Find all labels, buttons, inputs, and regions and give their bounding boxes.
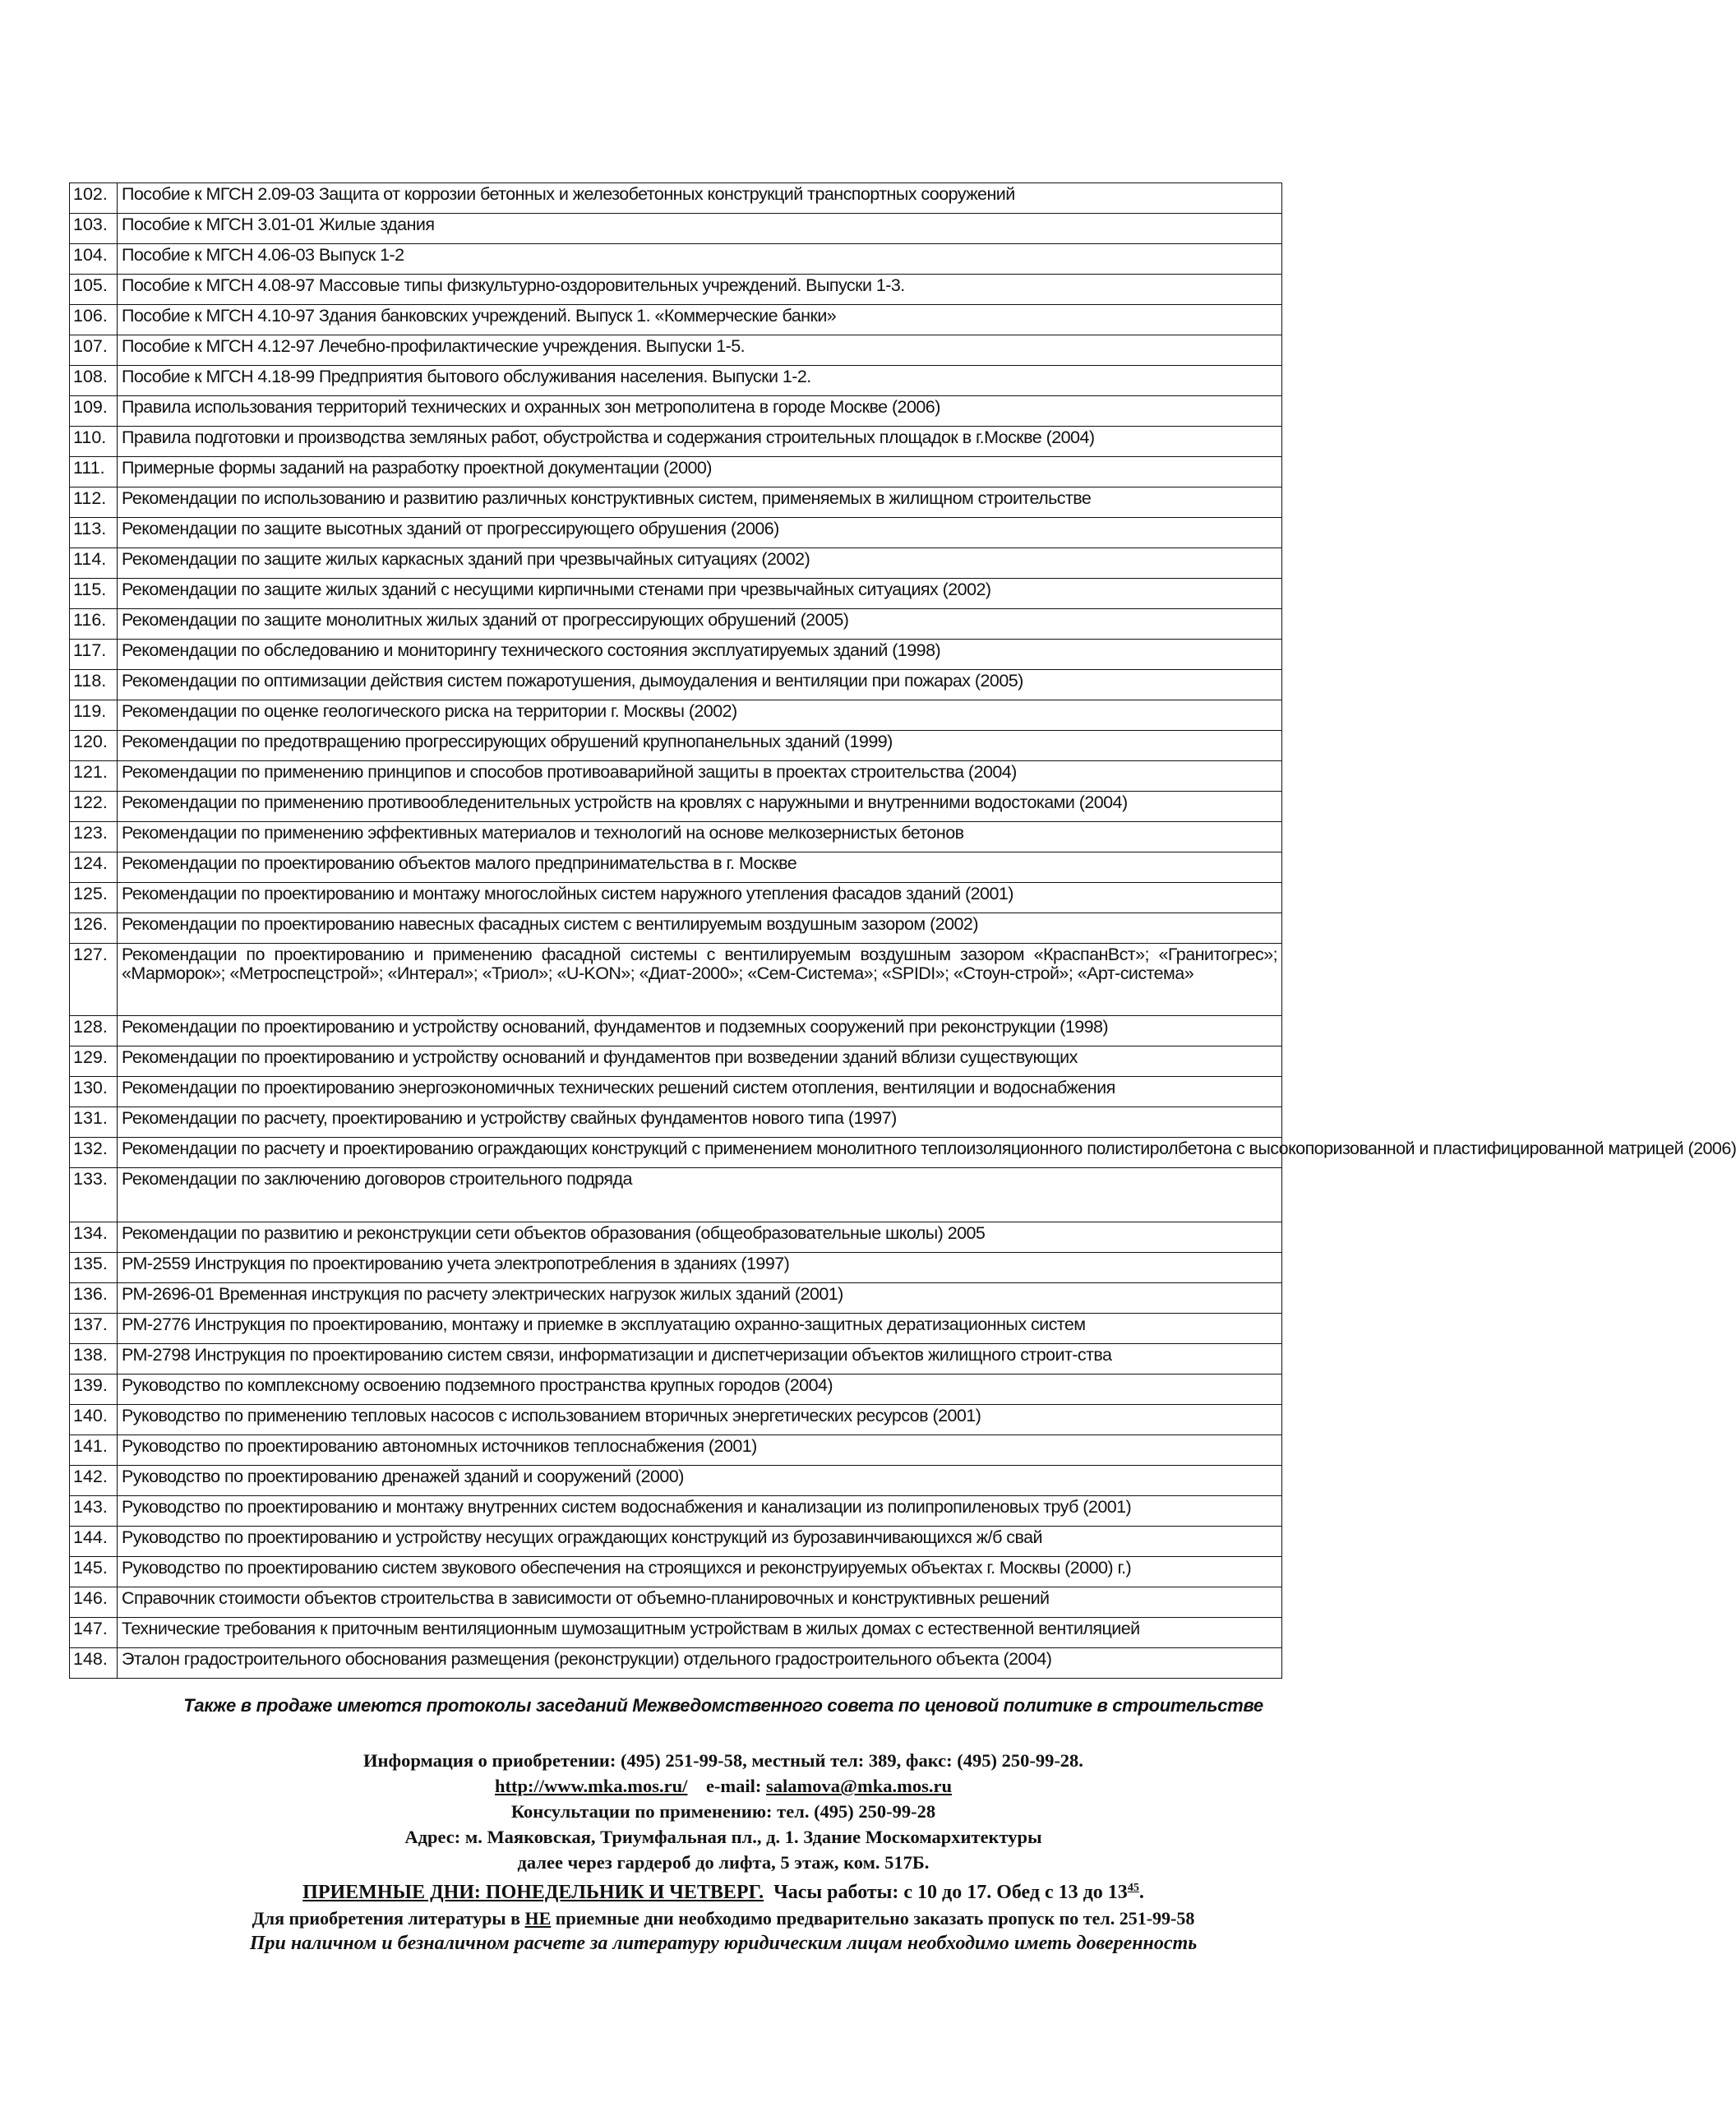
row-number: 123. (70, 822, 118, 852)
row-number: 139. (70, 1374, 118, 1405)
row-title: Рекомендации по оценке геологического риска на территории г. Москвы (2002) (118, 700, 1282, 731)
row-number: 140. (70, 1405, 118, 1435)
row-number: 122. (70, 792, 118, 822)
row-number: 135. (70, 1253, 118, 1283)
row-number: 136. (70, 1283, 118, 1314)
row-title: Рекомендации по расчету, проектированию и устройству свайных фундаментов нового типа (1997) (118, 1107, 1282, 1138)
row-number: 133. (70, 1168, 118, 1222)
row-title: Справочник стоимости объектов строительства в зависимости от объемно-планировочных и конструктивных решений (118, 1587, 1282, 1618)
table-row (70, 1283, 1282, 1314)
table-row (70, 457, 1282, 487)
table-row (70, 518, 1282, 548)
purchase-info (0, 1748, 1447, 1957)
table-row (70, 1405, 1282, 1435)
table-row (70, 1648, 1282, 1679)
row-title: Рекомендации по защите монолитных жилых зданий от прогрессирующих обрушений (2005) (118, 609, 1282, 640)
table-row (70, 305, 1282, 335)
row-title: Рекомендации по обследованию и мониторингу технического состояния эксплуатируемых зданий (1998) (118, 640, 1282, 670)
working-hours-end: . (1138, 1882, 1144, 1903)
row-number: 117. (70, 640, 118, 670)
row-number: 128. (70, 1016, 118, 1046)
table-row (70, 579, 1282, 609)
row-number: 108. (70, 366, 118, 396)
table-row (70, 1314, 1282, 1344)
row-number: 131. (70, 1107, 118, 1138)
row-title: Рекомендации по проектированию и устройству оснований и фундаментов при возведении зданий вблизи существующих (118, 1046, 1282, 1077)
power-of-attorney-note: При наличном и безналичном расчете за литературу юридическим лицам необходимо иметь доверенность (249, 1933, 1198, 1954)
contacts-line (0, 1773, 1447, 1799)
literature-table-body (70, 183, 1736, 1679)
row-number: 125. (70, 883, 118, 913)
table-row (70, 852, 1282, 883)
address-line: Адрес: м. Маяковская, Триумфальная пл., д. 1. Здание Москомархитектуры (404, 1827, 1042, 1847)
row-number: 112. (70, 487, 118, 518)
row-title: Рекомендации по защите жилых каркасных зданий при чрезвычайных ситуациях (2002) (118, 548, 1282, 579)
row-title: Рекомендации по проектированию и устройству оснований, фундаментов и подземных сооружений при реконструкции (1998) (118, 1016, 1282, 1046)
table-row (70, 1107, 1282, 1138)
row-number: 148. (70, 1648, 118, 1679)
row-number: 127. (70, 944, 118, 1016)
table-row (70, 214, 1282, 244)
table-row (70, 1016, 1282, 1046)
row-number: 115. (70, 579, 118, 609)
row-title: Технические требования к приточным вентиляционным шумозащитным устройствам в жилых домах с естественной вентиляцией (118, 1618, 1282, 1648)
row-number: 118. (70, 670, 118, 700)
pass-text-end: приемные дни необходимо предварительно заказать пропуск по тел. 251-99-58 (555, 1908, 1195, 1929)
row-title: Пособие к МГСН 4.08-97 Массовые типы физкультурно-оздоровительных учреждений. Выпуски 1-3. (118, 275, 1282, 305)
row-title: Примерные формы заданий на разработку проектной документации (2000) (118, 457, 1282, 487)
table-row (70, 792, 1282, 822)
row-number: 134. (70, 1222, 118, 1253)
row-number: 105. (70, 275, 118, 305)
row-title: Пособие к МГСН 4.10-97 Здания банковских учреждений. Выпуск 1. «Коммерческие банки» (118, 305, 1282, 335)
row-number: 141. (70, 1435, 118, 1466)
table-row (70, 822, 1282, 852)
website-link[interactable]: http://www.mka.mos.ru/ (495, 1776, 688, 1796)
reception-line (0, 1875, 1447, 1906)
purchase-phone-line: Информация о приобретении: (495) 251-99-58, местный тел: 389, факс: (495) 250-99-28. (363, 1750, 1083, 1771)
table-row (70, 548, 1282, 579)
row-title: Рекомендации по расчету и проектированию ограждающих конструкций с применением монолитного теплоизоляционного полистиролбетона с высокопоризованной и пластифицированной матрицей (2006) (118, 1138, 1282, 1168)
table-row (70, 1435, 1282, 1466)
row-title: Рекомендации по заключению договоров строительного подряда (118, 1168, 1282, 1222)
table-row (70, 1253, 1282, 1283)
table-row (70, 700, 1282, 731)
table-row (70, 1466, 1282, 1496)
row-number: 106. (70, 305, 118, 335)
row-title: Правила использования территорий технических и охранных зон метрополитена в городе Москве (2006) (118, 396, 1282, 427)
table-row (70, 731, 1282, 761)
table-row (70, 275, 1282, 305)
row-title: Эталон градостроительного обоснования размещения (реконструкции) отдельного градостроительного объекта (2004) (118, 1648, 1282, 1679)
table-row (70, 1496, 1282, 1527)
row-number: 111. (70, 457, 118, 487)
row-title: РМ-2559 Инструкция по проектированию учета электропотребления в зданиях (1997) (118, 1253, 1282, 1283)
reception-days: ПРИЕМНЫЕ ДНИ: ПОНЕДЕЛЬНИК И ЧЕТВЕРГ. (302, 1882, 764, 1903)
table-row (70, 1138, 1282, 1168)
row-title: Пособие к МГСН 4.18-99 Предприятия бытового обслуживания населения. Выпуски 1-2. (118, 366, 1282, 396)
email-label: e-mail: (705, 1776, 762, 1796)
table-row (70, 183, 1282, 214)
row-title: Рекомендации по защите высотных зданий от прогрессирующего обрушения (2006) (118, 518, 1282, 548)
row-title: Рекомендации по применению принципов и способов противоаварийной защиты в проектах строительства (2004) (118, 761, 1282, 792)
row-title: Пособие к МГСН 3.01-01 Жилые здания (118, 214, 1282, 244)
table-row (70, 1527, 1282, 1557)
row-title: Руководство по применению тепловых насосов с использованием вторичных энергетических ресурсов (2001) (118, 1405, 1282, 1435)
row-title: Рекомендации по предотвращению прогрессирующих обрушений крупнопанельных зданий (1999) (118, 731, 1282, 761)
pass-text-start: Для приобретения литературы в (252, 1908, 520, 1929)
row-number: 142. (70, 1466, 118, 1496)
row-title: Руководство по комплексному освоению подземного пространства крупных городов (2004) (118, 1374, 1282, 1405)
working-hours: Часы работы: с 10 до 17. Обед с 13 до 13 (773, 1882, 1128, 1903)
email-link[interactable]: salamova@mka.mos.ru (766, 1776, 952, 1796)
literature-table (69, 182, 1736, 1679)
row-title: Рекомендации по оптимизации действия систем пожаротушения, дымоудаления и вентиляции при пожарах (2005) (118, 670, 1282, 700)
row-number: 104. (70, 244, 118, 275)
row-title: Руководство по проектированию дренажей зданий и сооружений (2000) (118, 1466, 1282, 1496)
table-row (70, 913, 1282, 944)
row-number: 124. (70, 852, 118, 883)
pass-line (0, 1906, 1447, 1931)
table-row (70, 1374, 1282, 1405)
row-number: 109. (70, 396, 118, 427)
working-hours-minutes: 45 (1127, 1882, 1139, 1894)
row-title: Пособие к МГСН 2.09-03 Защита от коррозии бетонных и железобетонных конструкций транспортных сооружений (118, 183, 1282, 214)
row-title: Рекомендации по применению эффективных материалов и технологий на основе мелкозернистых бетонов (118, 822, 1282, 852)
table-row (70, 883, 1282, 913)
row-number: 114. (70, 548, 118, 579)
row-title: Руководство по проектированию и монтажу внутренних систем водоснабжения и канализации из полипропиленовых труб (2001) (118, 1496, 1282, 1527)
row-title: Рекомендации по проектированию и монтажу многослойных систем наружного утепления фасадов зданий (2001) (118, 883, 1282, 913)
row-title: Руководство по проектированию систем звукового обеспечения на строящихся и реконструируемых объектах г. Москвы (2000) г.) (118, 1557, 1282, 1587)
row-number: 102. (70, 183, 118, 214)
table-row (70, 1618, 1282, 1648)
row-number: 145. (70, 1557, 118, 1587)
row-number: 130. (70, 1077, 118, 1107)
row-title: Рекомендации по использованию и развитию различных конструктивных систем, применяемых в жилищном строительстве (118, 487, 1282, 518)
row-title: Рекомендации по проектированию навесных фасадных систем с вентилируемым воздушным зазором (2002) (118, 913, 1282, 944)
row-number: 147. (70, 1618, 118, 1648)
row-number: 143. (70, 1496, 118, 1527)
table-row (70, 761, 1282, 792)
sale-note: Также в продаже имеются протоколы заседаний Межведомственного совета по ценовой политике в строительстве (183, 1695, 1263, 1716)
row-title: Рекомендации по проектированию объектов малого предпринимательства в г. Москве (118, 852, 1282, 883)
row-number: 129. (70, 1046, 118, 1077)
table-row (70, 366, 1282, 396)
row-title: Рекомендации по применению противообледенительных устройств на кровлях с наружными и внутренними водостоками (2004) (118, 792, 1282, 822)
row-title: Рекомендации по проектированию и применению фасадной системы с вентилируемым воздушным зазором «КраспанВст»; «Гранитогрес»; «Марморок»; «Метроспецстрой»; «Интерал»; «Триол»; «U-KON»; «Диат-2000»; «Сем-Система»; «SPIDI»; «Стоун-строй»; «Арт-система» (118, 944, 1282, 1016)
row-title: Рекомендации по защите жилых зданий с несущими кирпичными стенами при чрезвычайных ситуациях (2002) (118, 579, 1282, 609)
row-number: 110. (70, 427, 118, 457)
row-number: 138. (70, 1344, 118, 1374)
row-number: 132. (70, 1138, 118, 1168)
table-row (70, 335, 1282, 366)
row-number: 146. (70, 1587, 118, 1618)
row-number: 121. (70, 761, 118, 792)
table-row (70, 1557, 1282, 1587)
row-title: Руководство по проектированию и устройству несущих ограждающих конструкций из бурозавинчивающихся ж/б свай (118, 1527, 1282, 1557)
pass-not: НЕ (524, 1908, 552, 1929)
row-title: Правила подготовки и производства земляных работ, обустройства и содержания строительных площадок в г.Москве (2004) (118, 427, 1282, 457)
row-title: РМ-2776 Инструкция по проектированию, монтажу и приемке в эксплуатацию охранно-защитных дератизационных систем (118, 1314, 1282, 1344)
row-number: 116. (70, 609, 118, 640)
table-row (70, 487, 1282, 518)
table-row (70, 1046, 1282, 1077)
table-row (70, 244, 1282, 275)
row-number: 137. (70, 1314, 118, 1344)
row-title: Рекомендации по развитию и реконструкции сети объектов образования (общеобразовательные школы) 2005 (118, 1222, 1282, 1253)
table-row (70, 670, 1282, 700)
table-row (70, 609, 1282, 640)
row-title: Руководство по проектированию автономных источников теплоснабжения (2001) (118, 1435, 1282, 1466)
row-title: РМ-2798 Инструкция по проектированию систем связи, информатизации и диспетчеризации объектов жилищного строит-ства (118, 1344, 1282, 1374)
directions-line: далее через гардероб до лифта, 5 этаж, ком. 517Б. (517, 1852, 930, 1873)
row-title: Пособие к МГСН 4.12-97 Лечебно-профилактические учреждения. Выпуски 1-5. (118, 335, 1282, 366)
row-number: 107. (70, 335, 118, 366)
table-row (70, 1587, 1282, 1618)
table-row (70, 1077, 1282, 1107)
table-row (70, 640, 1282, 670)
table-row (70, 427, 1282, 457)
row-title: РМ-2696-01 Временная инструкция по расчету электрических нагрузок жилых зданий (2001) (118, 1283, 1282, 1314)
row-number: 113. (70, 518, 118, 548)
table-row (70, 1222, 1282, 1253)
row-number: 119. (70, 700, 118, 731)
table-row (70, 1344, 1282, 1374)
consultation-line: Консультации по применению: тел. (495) 250-99-28 (510, 1801, 936, 1822)
row-number: 103. (70, 214, 118, 244)
row-title: Пособие к МГСН 4.06-03 Выпуск 1-2 (118, 244, 1282, 275)
row-number: 144. (70, 1527, 118, 1557)
row-title: Рекомендации по проектированию энергоэкономичных технических решений систем отопления, вентиляции и водоснабжения (118, 1077, 1282, 1107)
table-row (70, 1168, 1282, 1222)
row-number: 120. (70, 731, 118, 761)
table-row (70, 396, 1282, 427)
row-number: 126. (70, 913, 118, 944)
table-row (70, 944, 1282, 1016)
